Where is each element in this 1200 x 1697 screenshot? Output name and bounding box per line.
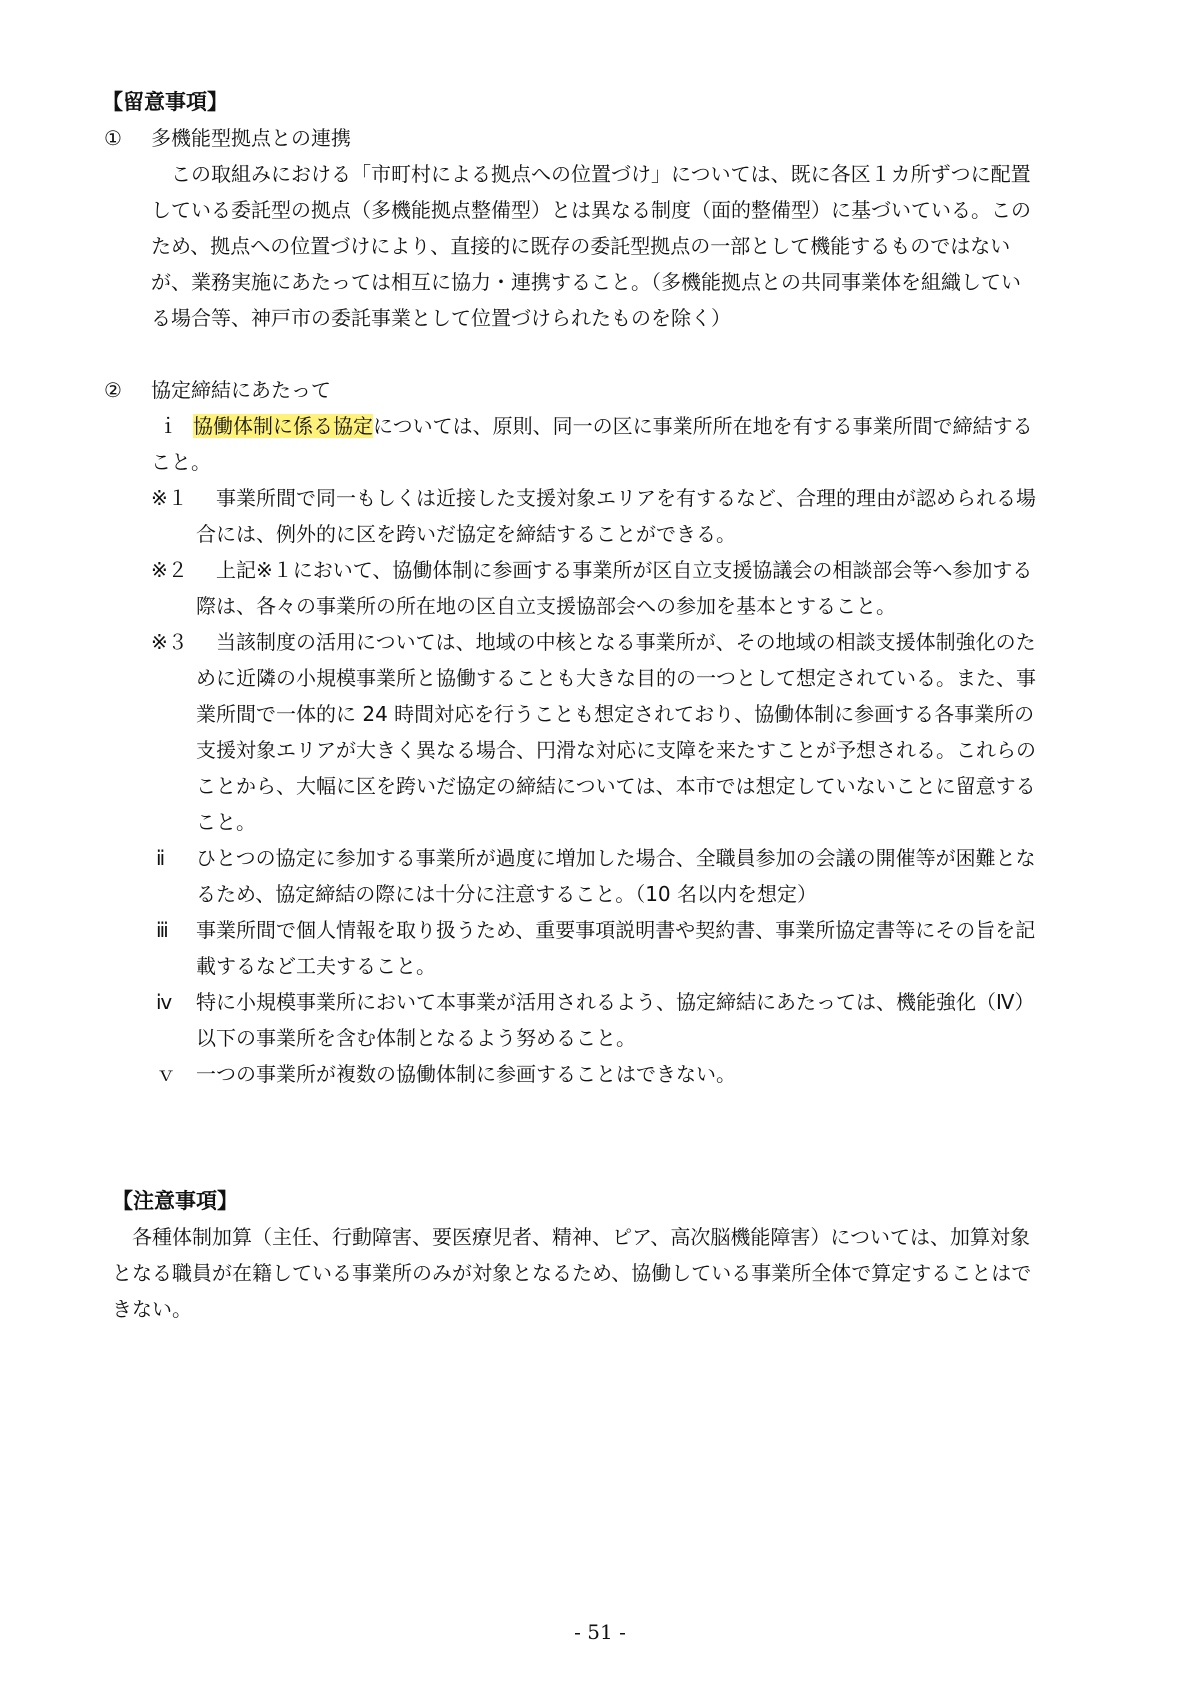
note3-line-2: めに近隣の小規模事業所と協働することも大きな目的の一つとして想定されている。また、事 <box>196 666 1036 690</box>
subitem-v-marker: ｖ <box>156 1062 176 1086</box>
section-heading-chui: 【注意事項】 <box>112 1189 238 1213</box>
item1-title: 多機能型拠点との連携 <box>151 126 351 150</box>
note1-line-1: 事業所間で同一もしくは近接した支援対象エリアを有するなど、合理的理由が認められる場 <box>216 486 1036 510</box>
subitem-v-line-1: 一つの事業所が複数の協働体制に参画することはできない。 <box>196 1062 736 1086</box>
subitem-iii-line-2: 載するなど工夫すること。 <box>196 954 436 978</box>
note2-line-2: 際は、各々の事業所の所在地の区自立支援協部会への参加を基本とすること。 <box>196 594 896 618</box>
note3-line-3: 業所間で一体的に 24 時間対応を行うことも想定されており、協働体制に参画する各事業所の <box>196 702 1035 726</box>
item1-line-1: この取組みにおける「市町村による拠点への位置づけ」については、既に各区１カ所ずつに配置 <box>151 162 1031 186</box>
page-number: - 51 - <box>574 1620 626 1644</box>
note3-line-5: ことから、大幅に区を跨いだ協定の締結については、本市では想定していないことに留意する <box>196 774 1036 798</box>
subitem-ii-line-1: ひとつの協定に参加する事業所が過度に増加した場合、全職員参加の会議の開催等が困難とな <box>196 846 1036 870</box>
item1-line-5: る場合等、神戸市の委託事業として位置づけられたものを除く） <box>151 306 731 330</box>
note1-marker: ※１ <box>151 486 188 510</box>
item1-number: ① <box>104 126 122 150</box>
subitem-iv-line-2: 以下の事業所を含む体制となるよう努めること。 <box>196 1026 636 1050</box>
subitem-ii-line-2: るため、協定締結の際には十分に注意すること。（10 名以内を想定） <box>196 882 818 906</box>
section-heading-ryui: 【留意事項】 <box>102 90 228 114</box>
subitem-ii-marker: ⅱ <box>156 846 166 870</box>
note3-line-6: こと。 <box>196 810 256 834</box>
item1-line-2: している委託型の拠点（多機能拠点整備型）とは異なる制度（面的整備型）に基づいている。この <box>151 198 1031 222</box>
note2-line-1: 上記※１において、協働体制に参画する事業所が区自立支援協議会の相談部会等へ参加する <box>216 558 1033 582</box>
note2-marker: ※２ <box>151 558 188 582</box>
item2-number: ② <box>104 378 122 402</box>
subitem-iv-marker: ⅳ <box>156 990 173 1014</box>
subitem-i-rest: については、原則、同一の区に事業所所在地を有する事業所間で締結する <box>373 414 1033 438</box>
subitem-i-cont: こと。 <box>151 450 211 474</box>
item1-line-4: が、業務実施にあたっては相互に協力・連携すること。（多機能拠点との共同事業体を組織してい <box>151 270 1021 294</box>
section2-line-3: きない。 <box>112 1297 192 1321</box>
subitem-i-marker: ｉ <box>158 414 178 438</box>
note3-marker: ※３ <box>151 630 188 654</box>
note1-line-2: 合には、例外的に区を跨いだ協定を締結することができる。 <box>196 522 736 546</box>
note3-line-1: 当該制度の活用については、地域の中核となる事業所が、その地域の相談支援体制強化のた <box>216 630 1036 654</box>
subitem-iii-line-1: 事業所間で個人情報を取り扱うため、重要事項説明書や契約書、事業所協定書等にその旨を記 <box>196 918 1036 942</box>
subitem-iv-line-1: 特に小規模事業所において本事業が活用されるよう、協定締結にあたっては、機能強化（Ⅳ） <box>196 990 1035 1014</box>
subitem-iii-marker: ⅲ <box>156 918 169 942</box>
item1-line-3: ため、拠点への位置づけにより、直接的に既存の委託型拠点の一部として機能するものではない <box>151 234 1011 258</box>
subitem-i-text <box>193 412 1033 440</box>
item2-title: 協定締結にあたって <box>151 378 331 402</box>
note3-line-4: 支援対象エリアが大きく異なる場合、円滑な対応に支障を来たすことが予想される。これらの <box>196 738 1036 762</box>
section2-line-2: となる職員が在籍している事業所のみが対象となるため、協働している事業所全体で算定することはで <box>112 1261 1032 1285</box>
highlighted-term: 協働体制に係る協定 <box>193 414 373 438</box>
section2-line-1: 各種体制加算（主任、行動障害、要医療児者、精神、ピア、高次脳機能障害）については、加算対象 <box>112 1225 1030 1249</box>
